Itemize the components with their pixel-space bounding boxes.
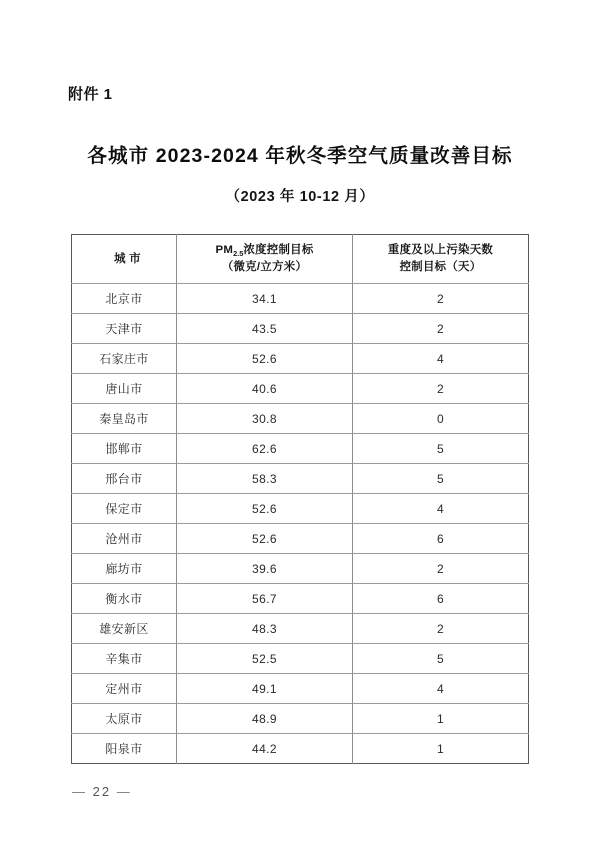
pm25-subscript-text: 2.5 [233,248,244,258]
cell-city: 秦皇岛市 [72,404,177,434]
cell-pm25-target: 49.1 [177,674,353,704]
table-row [72,314,529,344]
cell-pm25-target: 34.1 [177,284,353,314]
cell-city: 北京市 [72,284,177,314]
cell-city: 天津市 [72,314,177,344]
cell-city: 邯郸市 [72,434,177,464]
page-subtitle: （2023 年 10-12 月） [225,189,375,205]
cell-pm25-target: 52.6 [177,494,353,524]
column-header-heavy-days-line1: 重度及以上污染天数 [387,244,494,257]
air-quality-targets-table-container [71,234,528,764]
table-row [72,524,529,554]
cell-heavy-pollution-days-target: 5 [353,464,529,494]
table-row [72,584,529,614]
attachment-label: 附件 1 [68,86,113,103]
cell-city: 石家庄市 [72,344,177,374]
column-header-pm25 [177,235,353,284]
cell-heavy-pollution-days-target: 4 [353,674,529,704]
table-row [72,674,529,704]
cell-pm25-target: 52.5 [177,644,353,674]
cell-city: 邢台市 [72,464,177,494]
cell-pm25-target: 62.6 [177,434,353,464]
cell-pm25-target: 48.3 [177,614,353,644]
cell-pm25-target: 48.9 [177,704,353,734]
table-header [72,235,529,284]
cell-heavy-pollution-days-target: 4 [353,494,529,524]
page-title: 各城市 2023-2024 年秋冬季空气质量改善目标 [87,145,513,167]
column-header-heavy-days-line2: 控制目标（天） [399,261,482,273]
table-row [72,614,529,644]
cell-city: 雄安新区 [72,614,177,644]
table-row [72,704,529,734]
table-header-row [72,235,529,284]
pm25-suffix-text: 浓度控制目标 [243,244,314,257]
cell-heavy-pollution-days-target: 2 [353,314,529,344]
cell-pm25-target: 30.8 [177,404,353,434]
cell-heavy-pollution-days-target: 0 [353,404,529,434]
cell-pm25-target: 52.6 [177,524,353,554]
cell-pm25-target: 40.6 [177,374,353,404]
cell-city: 衡水市 [72,584,177,614]
page-number: 22 [92,784,112,799]
cell-pm25-target: 43.5 [177,314,353,344]
footer-dash-right: — [116,784,132,799]
cell-heavy-pollution-days-target: 2 [353,554,529,584]
cell-city: 太原市 [72,704,177,734]
column-header-heavy-pollution-days [353,235,529,284]
cell-pm25-target: 44.2 [177,734,353,764]
table-row [72,374,529,404]
air-quality-targets-table [71,234,529,764]
cell-city: 辛集市 [72,644,177,674]
cell-pm25-target: 52.6 [177,344,353,374]
cell-heavy-pollution-days-target: 2 [353,374,529,404]
table-row [72,344,529,374]
cell-heavy-pollution-days-target: 1 [353,704,529,734]
column-header-city: 城 市 [72,235,177,284]
table-row [72,554,529,584]
table-row [72,734,529,764]
page-footer [72,784,132,799]
cell-city: 保定市 [72,494,177,524]
cell-heavy-pollution-days-target: 6 [353,524,529,554]
cell-heavy-pollution-days-target: 4 [353,344,529,374]
cell-heavy-pollution-days-target: 6 [353,584,529,614]
pm25-prefix-text: PM [215,244,234,257]
table-row [72,404,529,434]
cell-city: 定州市 [72,674,177,704]
cell-heavy-pollution-days-target: 1 [436,741,445,756]
table-row [72,494,529,524]
cell-pm25-target: 56.7 [177,584,353,614]
cell-heavy-pollution-days-target: 2 [353,614,529,644]
footer-dash-left: — [72,784,87,799]
table-body [72,284,529,764]
table-row [72,284,529,314]
table-row [72,644,529,674]
cell-heavy-pollution-days-target: 5 [353,434,529,464]
cell-pm25-target: 39.6 [177,554,353,584]
cell-city: 阳泉市 [72,734,177,764]
cell-pm25-target: 58.3 [177,464,353,494]
cell-city: 沧州市 [72,524,177,554]
cell-city: 廊坊市 [72,554,177,584]
cell-heavy-pollution-days-target: 5 [353,644,529,674]
cell-city: 唐山市 [72,374,177,404]
column-header-pm25-line1 [179,242,350,259]
cell-heavy-pollution-days-target: 2 [353,284,529,314]
table-row [72,464,529,494]
table-row [72,434,529,464]
column-header-pm25-line2: （微克/立方米） [221,261,308,273]
